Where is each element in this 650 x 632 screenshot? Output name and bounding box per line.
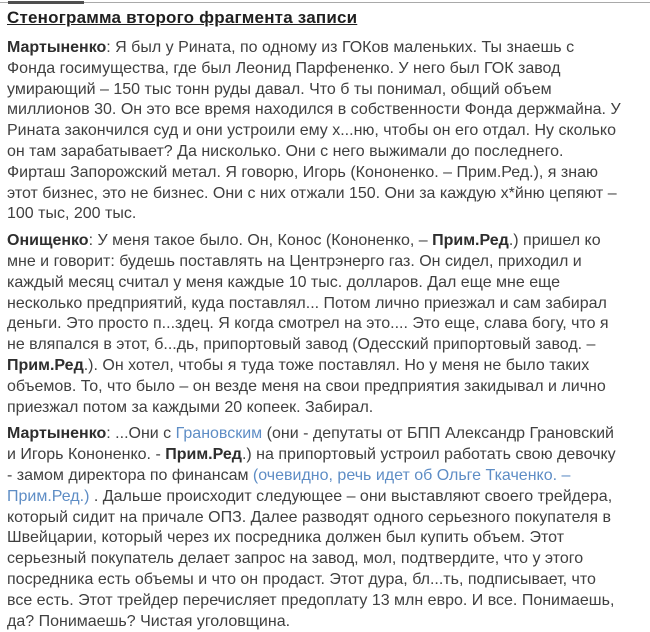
speaker-name: Онищенко <box>7 232 89 250</box>
body-text: .). Он хотел, чтобы я туда тоже поставлял. Но у меня не было таких объемов. То, что было – он везде меня на свои предприятия закидывал и лично приезжал потом за каждыми 20 копеек. Забирал. <box>7 356 606 416</box>
speaker-name: Мартыненко <box>7 425 107 443</box>
body-text: .) на припортовый устроил работать свою девочку - замом директора по финансам <box>7 446 616 484</box>
top-divider <box>0 2 650 3</box>
top-divider-dark-segment <box>8 1 84 4</box>
body-text: : У меня такое было. Он, Конос (Кононенко, – <box>88 232 433 250</box>
transcript-title: Стенограмма второго фрагмента записи <box>7 8 358 27</box>
editor-note-bold: Прим.Ред <box>7 356 84 374</box>
body-text: (они - депутаты от БПП Александр Грановский и Игорь Кононенко. - <box>7 425 614 464</box>
editor-note-bold: Прим.Ред <box>165 446 242 464</box>
inline-link[interactable]: Грановским <box>175 425 263 443</box>
inline-link[interactable]: (очевидно, речь идет об Ольге Ткаченко. – Прим.Ред.) <box>7 466 571 505</box>
transcript-paragraph <box>7 38 625 225</box>
body-text: : ...Они с <box>106 425 176 443</box>
editor-note-bold: Прим.Ред <box>432 232 509 250</box>
transcript-paragraph <box>7 424 625 632</box>
body-text: .) пришел ко мне и говорит: будешь поставлять на Центрэнерго газ. Он сидел, приходил и каждый месяц считал у меня каждые 10 тыс. долларов. Дал еще мне еще несколько предприятий, куда поставлял... Потом лично приезжал и сам забирал деньги. Это просто п...здец. Я когда смотрел на это.... Это еще, слава богу, что я не вляпался в этот, б...дь, припортовый завод (Одесский припортовый завод. – <box>7 232 609 354</box>
transcript-paragraph <box>7 231 625 418</box>
body-text: : Я был у Рината, по одному из ГОКов маленьких. Ты знаешь с Фонда госимущества, где был Леонид Парфененко. У него был ГОК завод умирающий – 150 тыс тонн руды давал. Что б ты понимал, общий объем миллионов 30. Он это все время находился в собственности Фонда держмайна. У Рината закончился суд и они устроили ему х...ню, чтобы он его отдал. Ну сколько он там зарабатывает? Да нисколько. Они с него выжимали до последнего. Фирташ Запорожский метал. Я говорю, Игорь (Кононенко. – Прим.Ред.), я знаю этот бизнес, это не бизнес. Они с них отжали 150. Они за каждую х*йню цепяют – 100 тыс, 200 тыс. <box>7 39 621 223</box>
speaker-name: Мартыненко <box>7 39 107 56</box>
transcript-body <box>7 38 625 632</box>
body-text: . Дальше происходит следующее – они выставляют своего трейдера, который сидит на причале ОПЗ. Далее разводят одного серьезного покупателя в Швейцарии, который через их посредника должен был купить объем. Этот серьезный покупатель делает запрос на завод, мол, подтвердите, что у этого посредника есть объемы и что он продаст. Этот дура, бл...ть, подписывает, что все есть. Этот трейдер перечисляет предоплату 13 млн евро. И все. Понимаешь, да? Понимаешь? Чистая уголовщина. <box>7 487 615 630</box>
